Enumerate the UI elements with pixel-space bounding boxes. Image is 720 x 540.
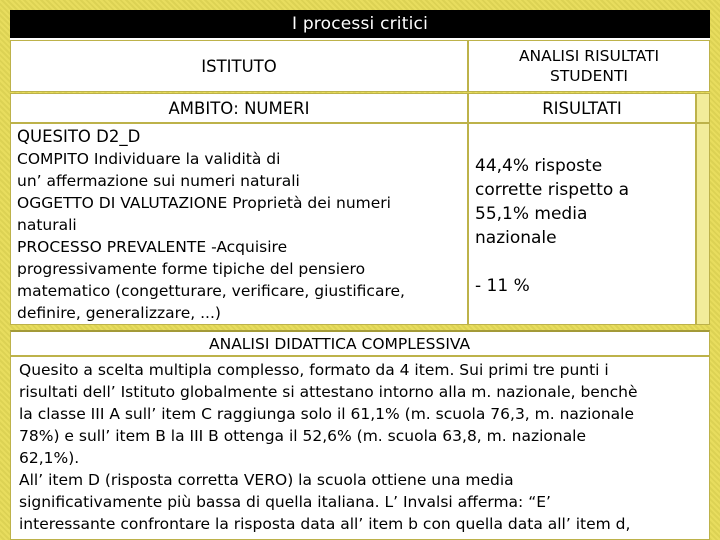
quesito-title: QUESITO D2_D	[17, 127, 141, 146]
quesito-line: naturali	[17, 216, 77, 234]
result-line: nazionale	[475, 228, 557, 248]
istituto-header	[10, 40, 468, 92]
ambito-separator: :	[233, 98, 245, 118]
ambito-value: NUMERI	[244, 98, 310, 118]
didattica-heading	[10, 330, 710, 356]
didattica-line: risultati dell’ Istituto globalmente si attestano intorno alla m. nazionale, benchè	[19, 383, 638, 401]
quesito-line: OGGETTO DI VALUTAZIONE Proprietà dei numeri	[17, 194, 391, 212]
didattica-line: significativamente più bassa di quella italiana. L’ Invalsi afferma: “E’	[19, 493, 551, 511]
didattica-line: interessante confrontare la risposta data all’ item b con quella data all’ item d,	[19, 515, 631, 533]
didattica-line: Quesito a scelta multipla complesso, formato da 4 item. Sui primi tre punti i	[19, 361, 609, 379]
analisi-risultati-header	[468, 40, 710, 92]
risultati-label: RISULTATI	[542, 98, 622, 118]
result-difference: - 11 %	[475, 276, 530, 296]
didattica-line: la classe III A sull’ item C raggiunga solo il 61,1% (m. scuola 76,3, m. nazionale	[19, 405, 635, 423]
analisi-risultati-label: ANALISI RISULTATI STUDENTI	[518, 47, 660, 85]
didattica-heading-label: ANALISI DIDATTICA COMPLESSIVA	[209, 334, 471, 353]
result-line: corrette rispetto a	[475, 180, 630, 200]
result-line: 44,4% risposte	[475, 156, 603, 176]
quesito-line: definire, generalizzare, ...)	[17, 304, 221, 322]
result-line: 55,1% media	[475, 204, 588, 224]
didattica-line: 62,1%).	[19, 449, 80, 467]
istituto-label: ISTITUTO	[201, 56, 277, 76]
side-strip	[696, 123, 710, 325]
ambito-cell	[10, 93, 468, 123]
quesito-cell	[10, 123, 468, 325]
quesito-line: COMPITO Individuare la validità di	[17, 150, 281, 168]
quesito-line: PROCESSO PREVALENTE -Acquisire	[17, 238, 288, 256]
quesito-description	[17, 148, 467, 324]
quesito-line: matematico (congetturare, verificare, giustificare,	[17, 282, 405, 300]
result-cell	[468, 123, 696, 325]
slide-title: I processi critici	[10, 10, 710, 40]
didattica-line: 78%) e sull’ item B la III B ottenga il 52,6% (m. scuola 63,8, m. nazionale	[19, 427, 587, 445]
ambito-label: AMBITO	[168, 98, 234, 118]
didattica-body	[10, 356, 710, 540]
side-strip	[696, 93, 710, 123]
result-summary	[475, 154, 695, 250]
quesito-line: un’ affermazione sui numeri naturali	[17, 172, 300, 190]
risultati-header	[468, 93, 696, 123]
didattica-line: All’ item D (risposta corretta VERO) la scuola ottiene una media	[19, 471, 514, 489]
quesito-line: progressivamente forme tipiche del pensiero	[17, 260, 366, 278]
